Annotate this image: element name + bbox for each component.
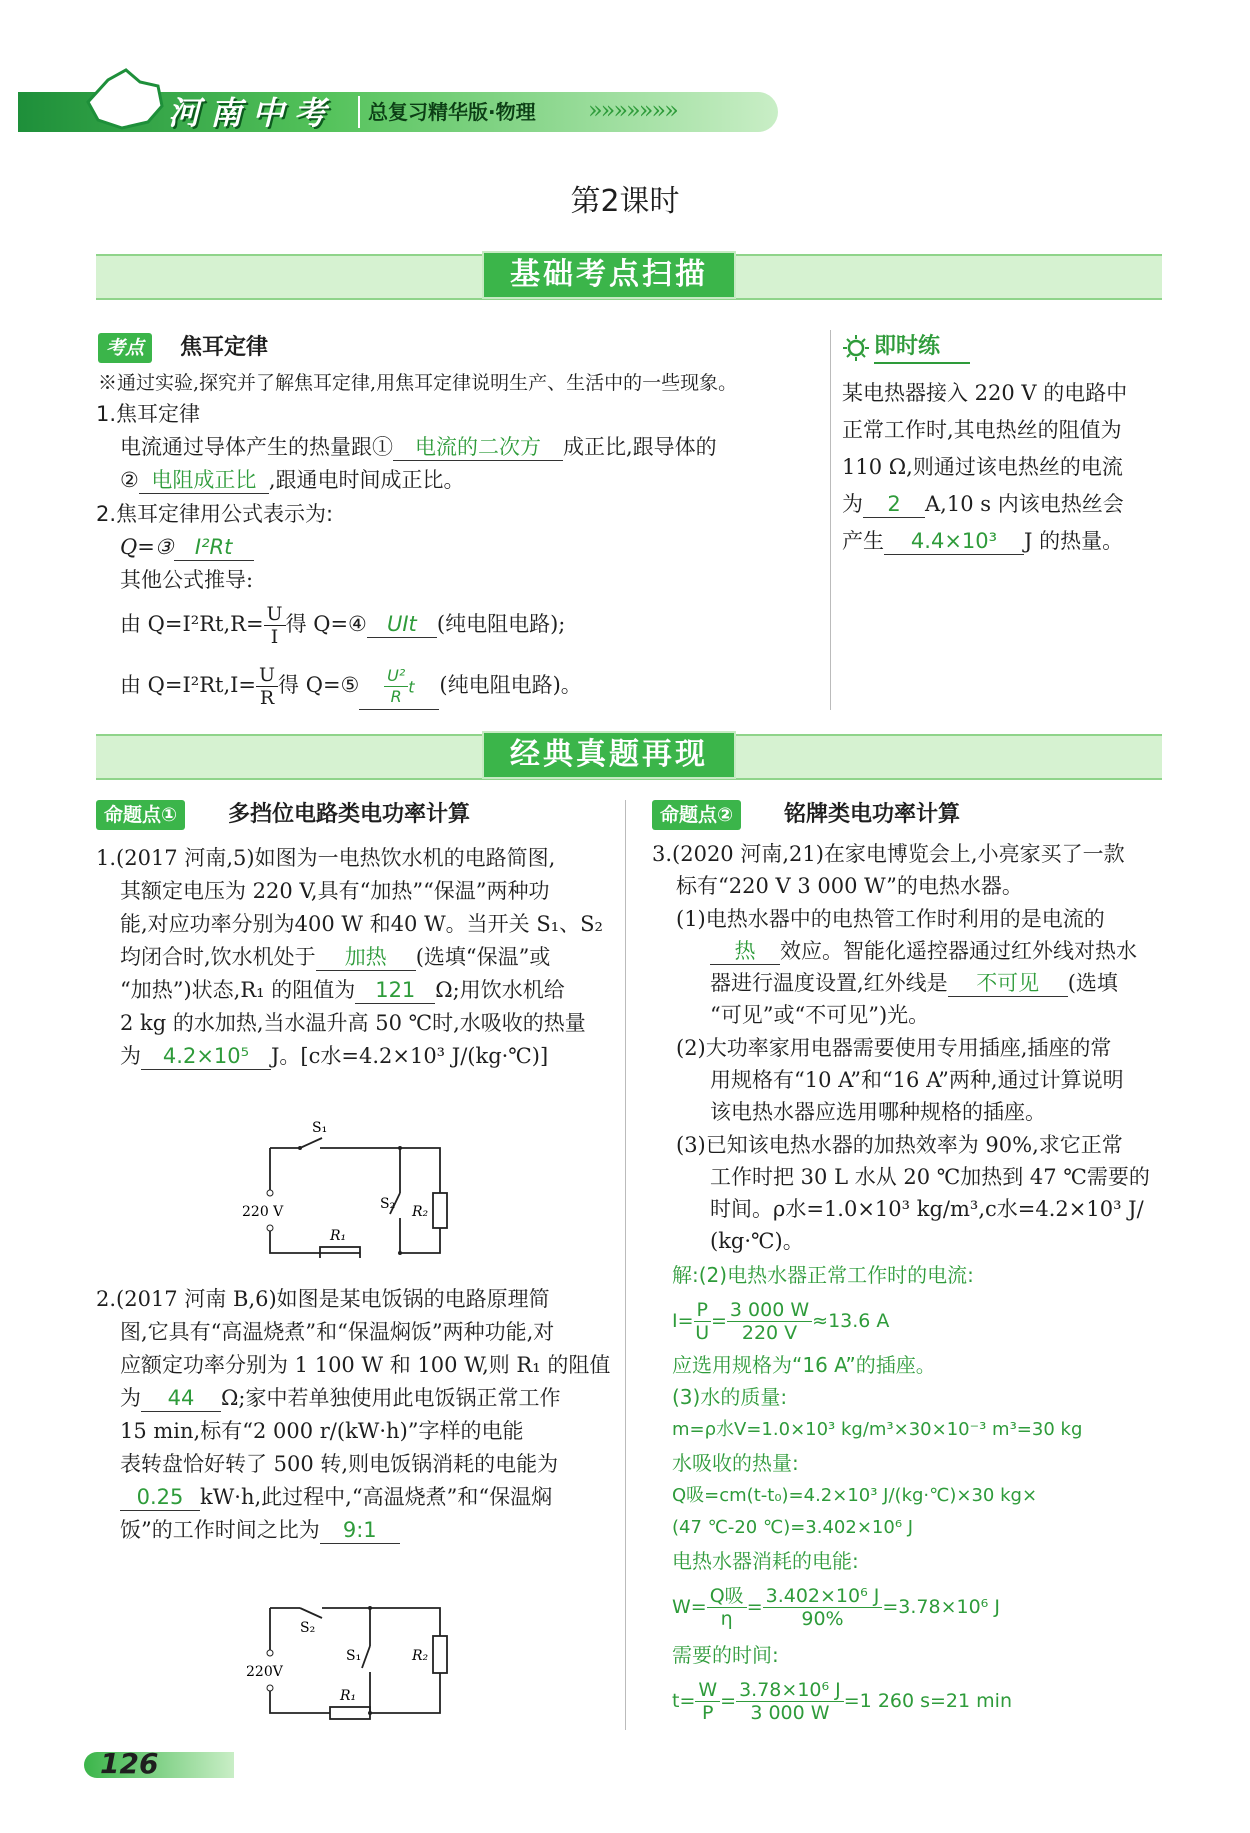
practice-line3: 110 Ω,则通过该电热丝的电流 — [842, 455, 1123, 479]
q3-line9: 该电热水器应选用哪种规格的插座。 — [710, 1100, 1046, 1124]
header-arrows: »»»»»»» — [588, 96, 677, 124]
sol-eq1: I= $\frac{P}{U}$ = $\frac{3 000 W}{220 V}$ ≈13.6 A — [672, 1299, 890, 1344]
practice-line5: 产生 4.4×10³ J 的热量。 — [842, 529, 1124, 553]
q1-line7: 为 4.2×10⁵ J。[c水=4.2×10³ J/(kg·℃)] — [120, 1044, 549, 1068]
practice-answer-2: 4.4×10³ — [884, 528, 1024, 555]
kaodian-title: 焦耳定律 — [180, 335, 269, 360]
column-divider-bottom — [625, 800, 626, 1730]
practice-line1: 某电热器接入 220 V 的电路中 — [842, 381, 1128, 405]
q2-line8: 饭”的工作时间之比为 9:1 — [120, 1514, 400, 1547]
c1-r1-label: R₁ — [330, 1228, 347, 1244]
c1-s1-label: S₁ — [312, 1120, 328, 1136]
q3-line3: (1)电热水器中的电热管工作时利用的是电流的 — [676, 907, 1105, 931]
answer-1: 电流的二次方 — [393, 434, 563, 461]
sol-eq3: Q吸=cm(t-t₀)=4.2×10³ J/(kg·℃)×30 kg× — [672, 1485, 1038, 1506]
answer-2: 电阻成正比 — [139, 467, 269, 494]
practice-line4: 为 2 A,10 s 内该电热丝会 — [842, 492, 1124, 516]
q1-line1: 1.(2017 河南,5)如图为一电热饮水机的电路简图, — [96, 846, 556, 870]
c2-s1-label: S₁ — [346, 1648, 362, 1664]
q3-line4: 热 效应。智能化遥控器通过红外线对热水 — [710, 935, 1137, 967]
sol-line2: 应选用规格为“16 A”的插座。 — [672, 1353, 936, 1377]
q2-line6: 表转盘恰好转了 500 转,则电饭锅消耗的电能为 — [120, 1452, 559, 1476]
sol-line1: 解:(2)电热水器正常工作时的电流: — [672, 1263, 974, 1287]
q2-answer-2: 0.25 — [120, 1484, 200, 1511]
kaodian-line6: 由 Q=I²Rt,I= $\frac{U}{R}$ 得 Q=⑤ $\frac{\text{U²}}{R}$ t (纯电阻电路)。 — [120, 664, 582, 709]
c2-r2-label: R₂ — [412, 1648, 429, 1664]
q1-answer-1: 加热 — [316, 944, 416, 971]
column-divider-top — [830, 330, 831, 710]
page-number: 126 — [100, 1747, 159, 1780]
practice-tag: 即时练 — [874, 332, 970, 364]
answer-5: $\frac{\text{U²}}{R}$ t — [359, 666, 439, 710]
q2-answer-3: 9:1 — [320, 1517, 400, 1544]
q2-line3: 应额定功率分别为 1 100 W 和 100 W,则 R₁ 的阻值 — [120, 1353, 611, 1377]
point2-title: 铭牌类电功率计算 — [784, 802, 961, 827]
kaodian-line5: 由 Q=I²Rt,R= $\frac{U}{I}$ 得 Q=④ UIt (纯电阻电路); — [120, 603, 566, 648]
practice-line2: 正常工作时,其电热丝的阻值为 — [842, 418, 1122, 442]
q2-answer-1: 44 — [141, 1385, 221, 1412]
q3-line1: 3.(2020 河南,21)在家电博览会上,小亮家买了一款 — [652, 842, 1125, 866]
q2-line1: 2.(2017 河南 B,6)如图是某电饭锅的电路原理简 — [96, 1287, 550, 1311]
q1-line3: 能,对应功率分别为400 W 和40 W。当开关 S₁、S₂ — [120, 912, 603, 936]
q1-line2: 其额定电压为 220 V,具有“加热”“保温”两种功 — [120, 879, 550, 903]
kaodian-tag: 考点 — [98, 333, 152, 363]
q3-answer-1: 热 — [710, 938, 780, 965]
circuit-diagram-2 — [240, 1578, 460, 1728]
q3-line5: 器进行温度设置,红外线是 不可见 (选填 — [710, 971, 1118, 995]
q1-line6: 2 kg 的水加热,当水温升高 50 ℃时,水吸收的热量 — [120, 1011, 586, 1035]
point2-tag: 命题点② — [652, 800, 741, 830]
kaodian-s2: 2.焦耳定律用公式表示为: — [96, 502, 334, 526]
q2-line5: 15 min,标有“2 000 r/(kW·h)”字样的电能 — [120, 1419, 524, 1443]
kaodian-line2: ② 电阻成正比 ,跟通电时间成正比。 — [120, 468, 465, 492]
q2-line4: 为 44 Ω;家中若单独使用此电饭锅正常工作 — [120, 1386, 561, 1410]
header-subtitle: 总复习精华版·物理 — [368, 100, 536, 124]
brand-title: 河南中考 — [168, 94, 337, 132]
sol-eq2: m=ρ水V=1.0×10³ kg/m³×30×10⁻³ m³=30 kg — [672, 1419, 1083, 1440]
c1-r2-label: R₂ — [412, 1204, 429, 1220]
practice-answer-1: 2 — [863, 491, 925, 518]
c1-s2-label: S₂ — [380, 1196, 396, 1212]
sun-icon — [842, 334, 870, 362]
q1-line4: 均闭合时,饮水机处于 加热 (选填“保温”或 — [120, 945, 551, 969]
sol-line4: 水吸收的热量: — [672, 1451, 799, 1475]
q3-line10: (3)已知该电热水器的加热效率为 90%,求它正常 — [676, 1133, 1123, 1157]
point1-title: 多挡位电路类电功率计算 — [228, 802, 471, 827]
kaodian-line3: Q=③ I²Rt — [120, 532, 254, 562]
q2-line7: 0.25 kW·h,此过程中,“高温烧煮”和“保温焖 — [120, 1481, 552, 1514]
c2-voltage-label: 220V — [246, 1664, 283, 1680]
q1-line5: “加热”)状态,R₁ 的阻值为 121 Ω;用饮水机给 — [120, 978, 565, 1002]
q3-line11: 工作时把 30 L 水从 20 ℃加热到 47 ℃需要的 — [710, 1165, 1150, 1189]
sol-line5: 电热水器消耗的电能: — [672, 1549, 859, 1573]
q3-line7: (2)大功率家用电器需要使用专用插座,插座的常 — [676, 1036, 1112, 1060]
q1-answer-3: 4.2×10⁵ — [141, 1043, 271, 1070]
kaodian-line4: 其他公式推导: — [120, 568, 254, 592]
c2-s2-label: S₂ — [300, 1620, 316, 1636]
kaodian-line1: 电流通过导体产生的热量跟① 电流的二次方 成正比,跟导体的 — [120, 435, 717, 459]
c2-r1-label: R₁ — [340, 1688, 357, 1704]
q2-line2: 图,它具有“高温烧煮”和“保温焖饭”两种功能,对 — [120, 1320, 555, 1344]
sol-line6: 需要的时间: — [672, 1643, 779, 1667]
kaodian-note: ※通过实验,探究并了解焦耳定律,用焦耳定律说明生产、生活中的一些现象。 — [98, 372, 738, 394]
q3-line8: 用规格有“10 A”和“16 A”两种,通过计算说明 — [710, 1068, 1124, 1092]
henan-map-icon — [78, 62, 168, 134]
sol-eq4: W= $\frac{\text{Q吸}}{\eta}$ = $\frac{\text{3.402×10⁶ J}}{90\%}$ =3.78×10⁶ J — [672, 1585, 1000, 1630]
q3-line13: (kg·℃)。 — [710, 1229, 804, 1253]
q3-line2: 标有“220 V 3 000 W”的电热水器。 — [676, 874, 1023, 898]
kaodian-s1: 1.焦耳定律 — [96, 402, 201, 426]
lesson-title: 第2课时 — [570, 184, 680, 219]
answer-3: I²Rt — [174, 534, 254, 561]
sol-line3: (3)水的质量: — [672, 1385, 788, 1409]
band-title-1: 基础考点扫描 — [482, 251, 736, 299]
c1-voltage-label: 220 V — [242, 1204, 284, 1220]
point1-tag: 命题点① — [96, 800, 185, 830]
q3-line12: 时间。ρ水=1.0×10³ kg/m³,c水=4.2×10³ J/ — [710, 1197, 1144, 1221]
band-title-2: 经典真题再现 — [482, 731, 736, 779]
sol-eq3b: (47 ℃-20 ℃)=3.402×10⁶ J — [672, 1517, 914, 1538]
q3-answer-2: 不可见 — [948, 970, 1068, 997]
q1-answer-2: 121 — [355, 977, 435, 1004]
sol-eq5: t= $\frac{W}{P}$ = $\frac{\text{3.78×10⁶ J}}{3 000 W}$ =1 260 s=21 min — [672, 1679, 1012, 1724]
answer-4: UIt — [367, 611, 437, 638]
q3-line6: “可见”或“不可见”)光。 — [710, 1003, 930, 1027]
header-divider — [358, 96, 361, 128]
circuit-diagram-1 — [240, 1118, 460, 1258]
